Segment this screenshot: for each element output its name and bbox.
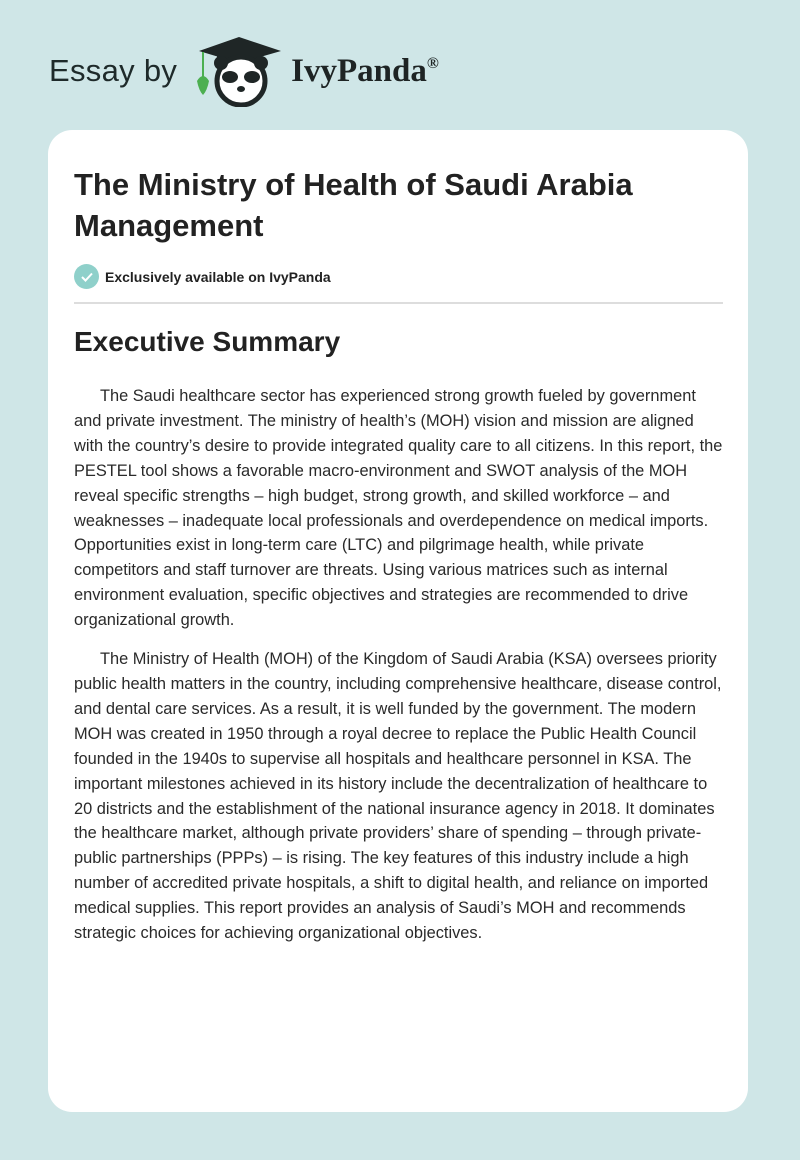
paragraph: The Ministry of Health (MOH) of the Kingdom of Saudi Arabia (KSA) oversees priority public health matters in the country, including comprehensive healthcare, disease control, and dental care services. As a result, it is well funded by the government. The modern MOH was created in 1950 through a royal decree to replace the Public Health Council founded in the 1940s to supervise all hospitals and healthcare personnel in KSA. The important milestones achieved in its history include the decentralization of healthcare to 20 districts and the establishment of the national insurance agency in 2018. It dominates the healthcare market, although private providers’ share of spending – through private-public partnerships (PPPs) – is rising. The key features of this industry include a high number of accredited private hospitals, a shift to digital health, and reliance on imported medical supplies. This report provides an analysis of Saudi’s MOH and recommends strategic choices for achieving organizational objectives. — [74, 650, 722, 943]
site-header — [49, 36, 439, 106]
check-icon — [74, 264, 99, 289]
page-title: The Ministry of Health of Saudi Arabia Management — [74, 167, 633, 243]
brand-name[interactable]: IvyPanda® — [291, 52, 439, 89]
exclusive-badge — [74, 264, 331, 289]
badge-text: Exclusively available on IvyPanda — [105, 268, 331, 285]
essay-by-label: Essay by — [49, 53, 178, 88]
paragraph: The Saudi healthcare sector has experienced strong growth fueled by government and private investment. The ministry of health’s (MOH) vision and mission are aligned with the country’s desire to provide integrated quality care to all citizens. In this report, the PESTEL tool shows a favorable macro-environment and SWOT analysis of the MOH reveal specific strengths – high budget, strong growth, and skilled workforce – and weaknesses – inadequate local professionals and overdependence on medical imports. Opportunities exist in long-term care (LTC) and pilgrimage health, while private competitors and staff turnover are threats. Using various matrices such as internal environment evaluation, specific objectives and strategies are recommended to drive organizational growth. — [74, 387, 723, 630]
ivypanda-logo-icon[interactable] — [195, 35, 283, 107]
section-heading: Executive Summary — [74, 326, 341, 357]
article-body — [74, 384, 726, 960]
essay-card — [48, 130, 748, 1112]
divider — [74, 302, 723, 304]
